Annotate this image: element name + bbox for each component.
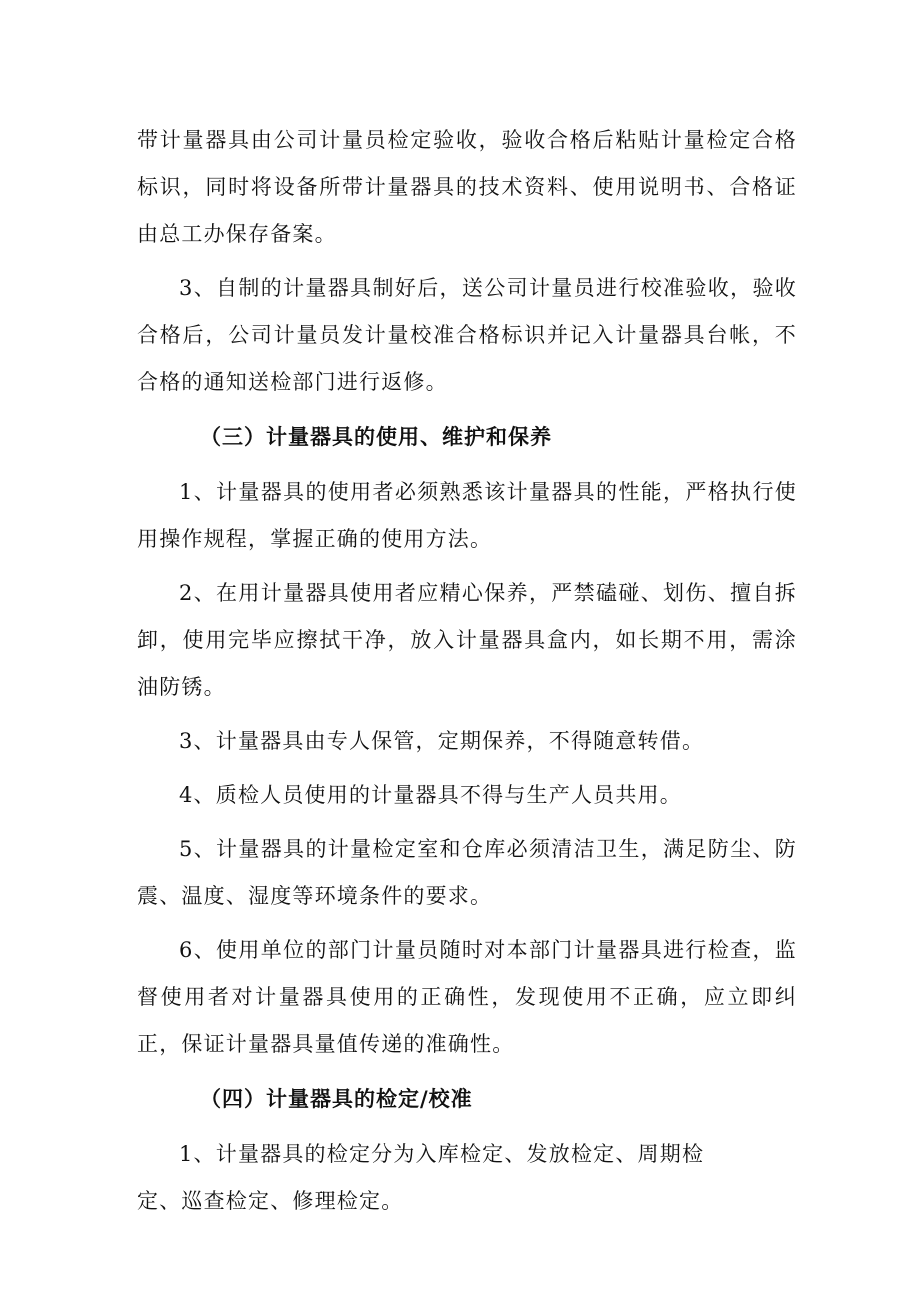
- paragraph-use-item-4: 4、质检人员使用的计量器具不得与生产人员共用。: [179, 783, 682, 807]
- paragraph-continuation: 带计量器具由公司计量员检定验收，验收合格后粘贴计量检定合格标识，同时将设备所带计量器具的技术资料、使用说明书、合格证由总工办保存备案。: [137, 128, 797, 246]
- section-heading-4: （四）计量器具的检定/校准: [200, 1086, 473, 1111]
- paragraph-use-item-3: 3、计量器具由专人保管，定期保养，不得随意转借。: [179, 729, 705, 753]
- paragraph-use-item-6: 6、使用单位的部门计量员随时对本部门计量器具进行检查，监督使用者对计量器具使用的正确性，发现使用不正确，应立即纠正，保证计量器具量值传递的准确性。: [137, 938, 797, 1056]
- paragraph-use-item-5: 5、计量器具的计量检定室和仓库必须清洁卫生，满足防尘、防震、温度、湿度等环境条件的要求。: [137, 837, 797, 908]
- paragraph-use-item-2: 2、在用计量器具使用者应精心保养，严禁磕碰、划伤、擅自拆卸，使用完毕应擦拭干净，放入计量器具盒内，如长期不用，需涂油防锈。: [137, 581, 797, 699]
- paragraph-item-3-self-made: 3、自制的计量器具制好后，送公司计量员进行校准验收，验收合格后，公司计量员发计量校准合格标识并记入计量器具台帐，不合格的通知送检部门进行返修。: [137, 276, 797, 394]
- document-body: [137, 117, 797, 1232]
- section-heading-3: （三）计量器具的使用、维护和保养: [200, 424, 552, 449]
- paragraph-use-item-1: 1、计量器具的使用者必须熟悉该计量器具的性能，严格执行使用操作规程，掌握正确的使用方法。: [137, 480, 797, 551]
- paragraph-verify-item-1: 1、计量器具的检定分为入库检定、发放检定、周期检定、巡查检定、修理检定。: [137, 1142, 705, 1213]
